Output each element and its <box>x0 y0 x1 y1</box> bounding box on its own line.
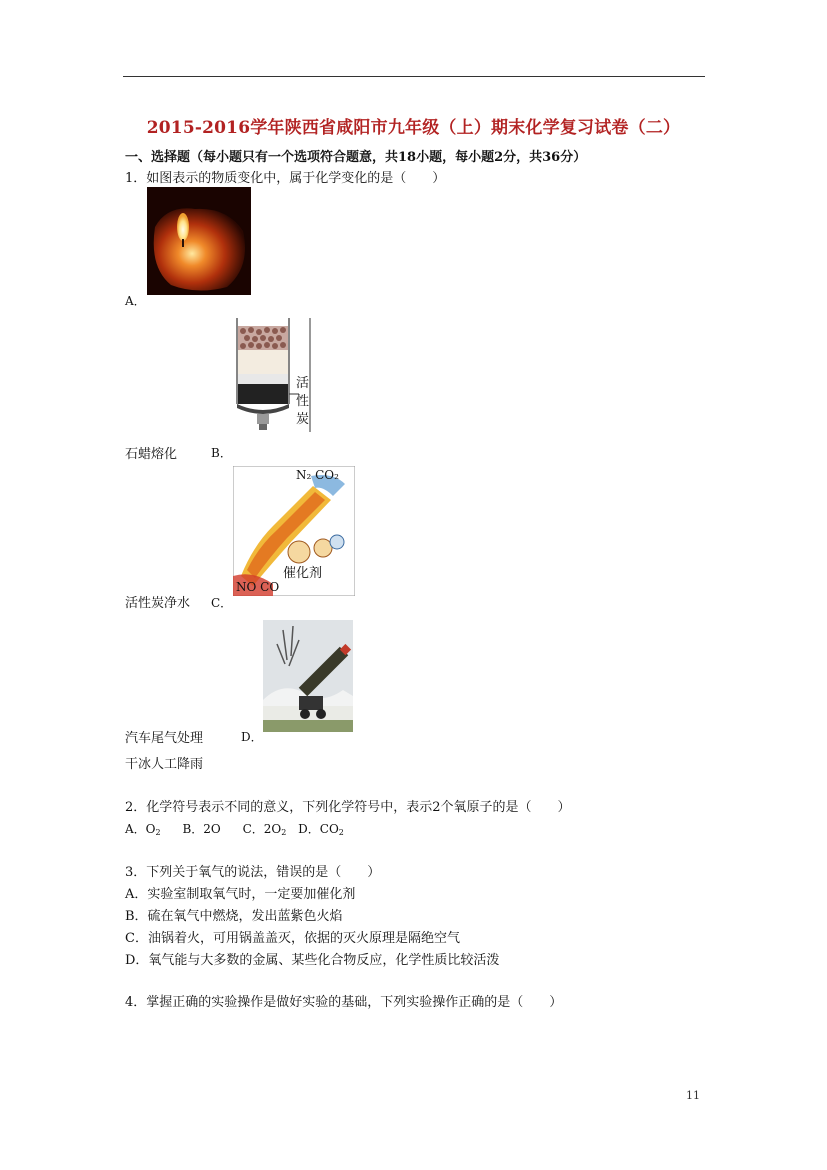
rocket-launcher-image <box>263 620 353 732</box>
q3-option-a: A．实验室制取氧气时，一定要加催化剂 <box>125 887 356 902</box>
exhaust-output-label: N₂ CO₂ <box>296 468 339 482</box>
q2-option-b: B．2O <box>182 822 221 836</box>
q2-stem: 2．化学符号表示不同的意义，下列化学符号中，表示2个氧原子的是（ ） <box>125 800 571 815</box>
activated-carbon-label-2: 性 <box>296 394 310 409</box>
q2-options <box>125 820 344 837</box>
catalyst-label: 催化剂 <box>283 566 323 581</box>
activated-carbon-label-3: 炭 <box>296 412 310 427</box>
q2-option-a: A．$O_2$ <box>125 822 161 837</box>
candle-image <box>147 187 251 295</box>
q2-option-c: C．$2O_2$ <box>242 822 287 837</box>
q3-option-c: C．油锅着火，可用锅盖盖灭，依据的灭火原理是隔绝空气 <box>125 931 460 946</box>
q1-option-d-letter: D． <box>241 730 263 744</box>
activated-carbon-filter-image <box>233 316 315 446</box>
activated-carbon-label-1: 活 <box>296 376 310 391</box>
q4-stem: 4．掌握正确的实验操作是做好实验的基础，下列实验操作正确的是（ ） <box>125 995 563 1010</box>
page-number: 11 <box>686 1089 700 1102</box>
q2-option-d: D．$CO_2$ <box>298 822 344 837</box>
q3-option-b: B．硫在氧气中燃烧，发出蓝紫色火焰 <box>125 909 343 924</box>
q3-option-d: D．氧气能与大多数的金属、某些化合物反应，化学性质比较活泼 <box>125 953 500 968</box>
q1-option-b-text: 活性炭净水 <box>125 596 191 611</box>
q1-option-c-text: 汽车尾气处理 <box>125 731 204 746</box>
exhaust-input-label: NO CO <box>236 580 280 594</box>
q1-option-b-letter: B． <box>211 446 232 460</box>
section-heading: 一、选择题（每小题只有一个选项符合题意，共18小题，每小题2分，共36分） <box>125 150 587 165</box>
page-title: 2015-2016学年陕西省咸阳市九年级（上）期末化学复习试卷（二） <box>146 118 681 138</box>
q1-option-a-text: 石蜡熔化 <box>125 447 178 462</box>
header-rule <box>123 76 705 77</box>
q1-option-d-text: 干冰人工降雨 <box>125 757 204 772</box>
q3-stem: 3．下列关于氧气的说法，错误的是（ ） <box>125 865 381 880</box>
catalytic-converter-image <box>233 466 355 596</box>
q1-option-a-letter: A． <box>125 294 146 308</box>
q1-stem: 1．如图表示的物质变化中，属于化学变化的是（ ） <box>125 171 446 186</box>
q1-option-c-letter: C． <box>211 596 233 610</box>
